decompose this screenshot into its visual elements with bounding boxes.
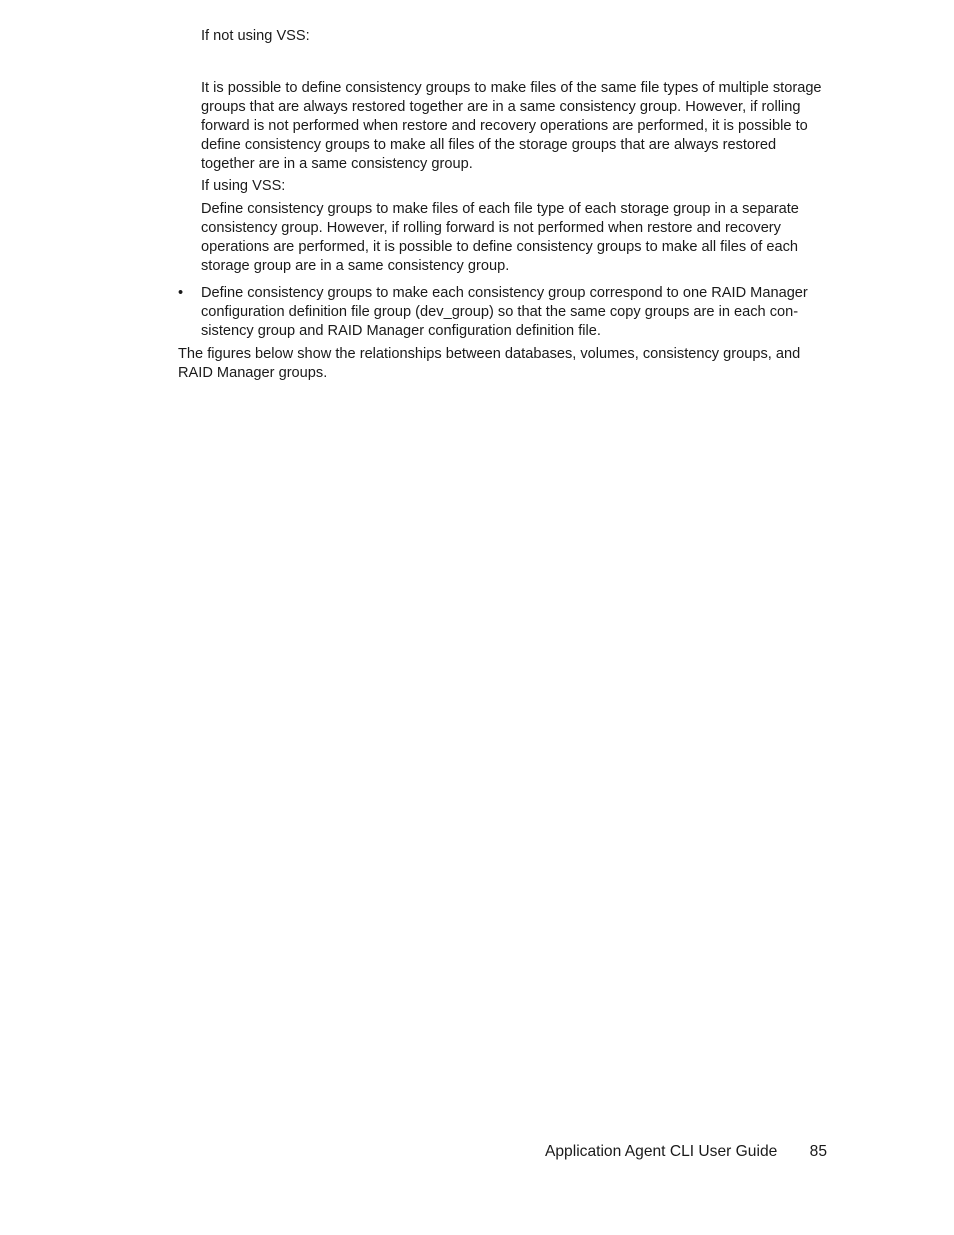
vss-label: If using VSS: — [201, 178, 286, 194]
bullet-list-item: Define consistency groups to make each consistency group correspond to one RAID Manager configuration definition file group (dev_group) so that the same copy groups are in each con-sistency group and RAID Manager configuration definition file. — [201, 285, 808, 339]
not-vss-paragraph: It is possible to define consistency groups to make files of the same file types of multiple storage groups that are always restored together are in a same consistency group. However, if rolling forward is not performed when restore and recovery operations are performed, it is possible to define consistency groups to make all files of the storage groups that are always restored together are in a same consistency group. — [201, 80, 822, 172]
vss-paragraph: Define consistency groups to make files of each file type of each storage group in a separate consistency group. However, if rolling forward is not performed when restore and recovery operations are performed, it is possible to define consistency groups to make all files of each storage group are in a same consistency group. — [201, 201, 799, 274]
bullet-icon: • — [178, 285, 184, 301]
page-footer — [545, 1143, 827, 1162]
figures-intro-paragraph: The figures below show the relationships between databases, volumes, consistency groups, and RAID Manager groups. — [178, 346, 801, 381]
page-number: 85 — [809, 1143, 827, 1160]
not-vss-label: If not using VSS: — [201, 28, 310, 44]
guide-title: Application Agent CLI User Guide — [544, 1143, 778, 1160]
